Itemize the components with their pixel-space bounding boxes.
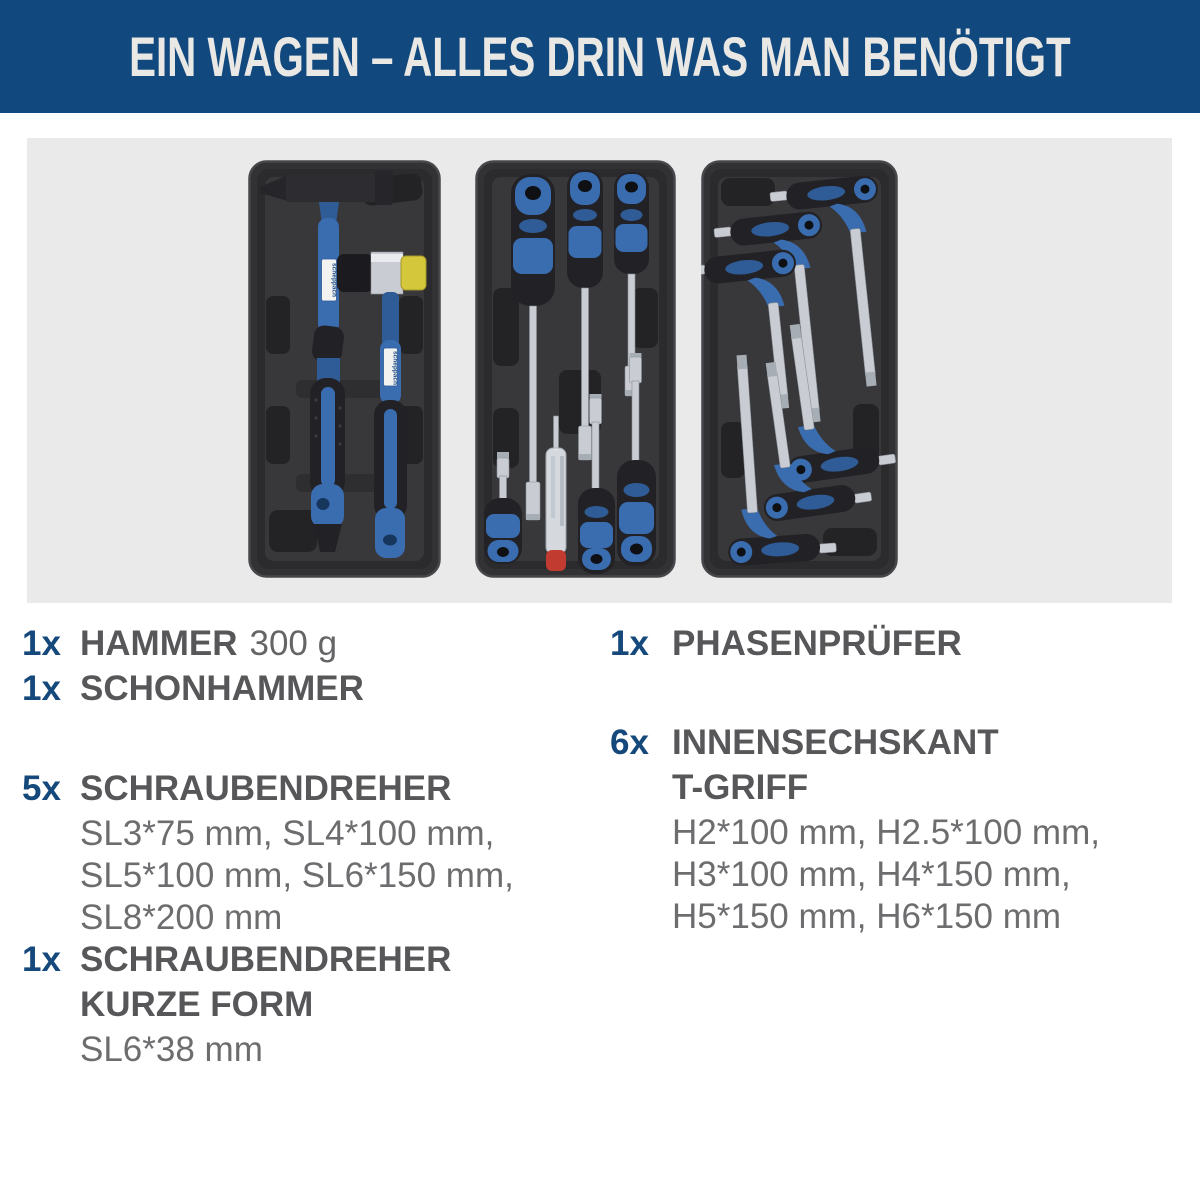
list-item-schonhammer [22,669,602,714]
item-name: HAMMER [80,624,238,663]
item-details: H3*100 mm, H4*150 mm, [672,855,1071,894]
item-count: 1x [22,624,61,663]
screwdriver-tray [475,160,676,578]
brand-label: scheppach [330,263,338,297]
item-name: SCHRAUBENDREHER [80,940,452,979]
tool-tray-photo [27,138,1172,603]
list-item-phasenpruefer [610,624,1190,669]
screwdriver-tray-graphic [475,160,676,578]
item-details: SL8*200 mm [80,898,283,937]
item-name: SCHRAUBENDREHER [80,769,452,808]
item-weight: 300 g [249,624,338,663]
item-details: H2*100 mm, H2.5*100 mm, [672,813,1100,852]
item-count: 5x [22,769,61,808]
list-item-schraubendreher-kurz [22,940,602,985]
item-count: 1x [610,624,649,663]
list-item-hammer [22,624,602,669]
item-list-right [610,624,1190,939]
item-details: SL5*100 mm, SL6*150 mm, [80,856,514,895]
header-banner [0,0,1200,113]
item-list-left [22,624,602,1072]
item-count: 6x [610,723,649,762]
list-item-innensechskant [610,723,1190,768]
item-count: 1x [22,940,61,979]
item-name: SCHONHAMMER [80,669,364,708]
item-name-line2: T-GRIFF [672,768,809,807]
page-title: EIN WAGEN – ALLES DRIN WAS MAN BENÖTIGT [129,25,1071,88]
item-details: H5*150 mm, H6*150 mm [672,897,1062,936]
item-name-line2: KURZE FORM [80,985,314,1024]
item-count: 1x [22,669,61,708]
hammer-tray-graphic [248,160,441,578]
hex-key-tray [701,160,898,578]
item-name: PHASENPRÜFER [672,624,962,663]
hex-key-tray-graphic [701,160,898,578]
item-name: INNENSECHSKANT [672,723,999,762]
item-details: SL3*75 mm, SL4*100 mm, [80,814,495,853]
hammer-tray [248,160,441,578]
brand-label: scheppach [391,351,399,385]
item-details: SL6*38 mm [80,1030,263,1069]
list-item-schraubendreher [22,769,602,814]
